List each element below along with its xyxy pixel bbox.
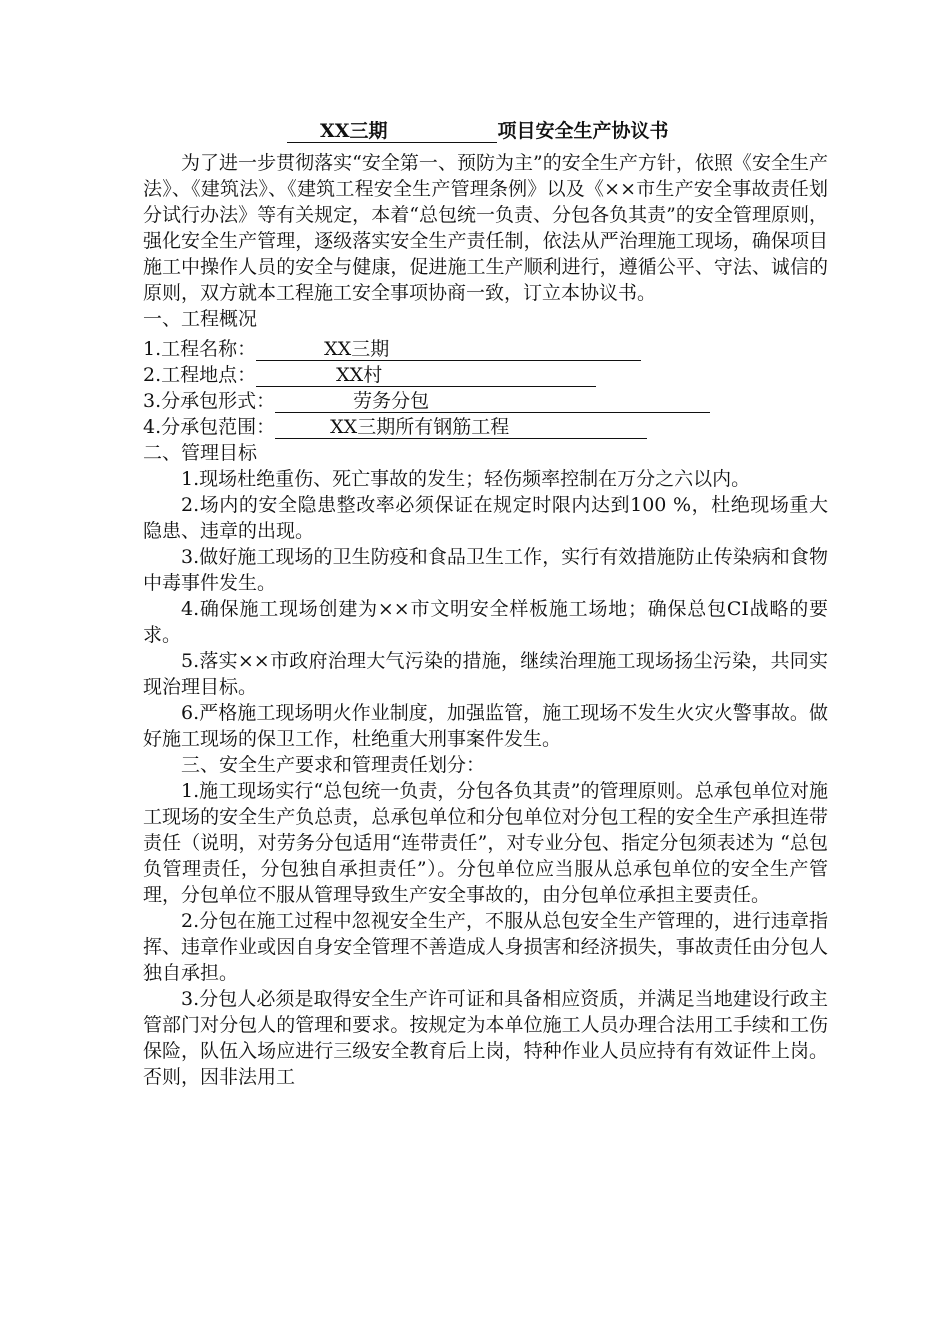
goal-item: 1.现场杜绝重伤、死亡事故的发生；轻伤频率控制在万分之六以内。 <box>181 468 751 490</box>
field-label: 4.分承包范围： <box>143 416 276 438</box>
section3-heading: 三、安全生产要求和管理责任划分： <box>181 754 486 776</box>
responsibility-item: 1.施工现场实行“总包统一负责，分包各负其责”的管理原则。总承包单位对施工现场的安全生产负总责，总承包单位和分包单位对分包工程的安全生产承担连带责任（说明，对劳务分包适用“连带责任”，对专业分包、指定分包须表述为 “总包负管理责任，分包独自承担责任”）。分包单位应当服从总承包单位的安全生产管理，分包单位不服从管理导致生产安全事故的，由分包单位承担主要责任。 <box>143 780 828 906</box>
field-label: 2.工程地点： <box>143 364 257 386</box>
goal-item: 2.场内的安全隐患整改率必须保证在规定时限内达到100 %，杜绝现场重大隐患、违章的出现。 <box>143 494 828 542</box>
section2-heading: 二、管理目标 <box>143 442 258 464</box>
field-label: 3.分承包形式： <box>143 390 276 412</box>
field-value: XX三期 <box>256 338 641 361</box>
section1-heading: 一、工程概况 <box>143 308 258 330</box>
field-value: 劳务分包 <box>275 390 710 413</box>
title-suffix: 项目安全生产协议书 <box>497 120 669 142</box>
field-subcontract-scope <box>143 414 828 440</box>
title-underline-blank <box>387 120 497 143</box>
field-value: XX村 <box>256 364 596 387</box>
title-project-name: XX三期 <box>287 120 387 143</box>
goal-item: 6.严格施工现场明火作业制度，加强监管，施工现场不发生火灾火警事故。做好施工现场的保卫工作，杜绝重大刑事案件发生。 <box>143 702 828 750</box>
field-label: 1.工程名称： <box>143 338 257 360</box>
intro-paragraph: 为了进一步贯彻落实“安全第一、预防为主”的安全生产方针，依照《安全生产法》、《建筑法》、《建筑工程安全生产管理条例》以及《××市生产安全事故责任划分试行办法》等有关规定，本着“总包统一负责、分包各负其责”的安全管理原则，强化安全生产管理，逐级落实安全生产责任制，依法从严治理施工现场，确保项目施工中操作人员的安全与健康，促进施工生产顺利进行，遵循公平、守法、诚信的原则，双方就本工程施工安全事项协商一致，订立本协议书。 <box>143 152 828 304</box>
responsibility-item: 3.分包人必须是取得安全生产许可证和具备相应资质，并满足当地建设行政主管部门对分包人的管理和要求。按规定为本单位施工人员办理合法用工手续和工伤保险，队伍入场应进行三级安全教育后上岗，特种作业人员应持有有效证件上岗。否则，因非法用工 <box>143 988 828 1088</box>
field-subcontract-form <box>143 388 828 414</box>
field-project-name <box>143 336 828 362</box>
goal-item: 3.做好施工现场的卫生防疫和食品卫生工作，实行有效措施防止传染病和食物中毒事件发生。 <box>143 546 828 594</box>
document-title <box>233 118 723 144</box>
goal-item: 5.落实××市政府治理大气污染的措施，继续治理施工现场扬尘污染，共同实现治理目标。 <box>143 650 828 698</box>
field-value: XX三期所有钢筋工程 <box>275 416 647 439</box>
field-project-location <box>143 362 828 388</box>
responsibility-item: 2.分包在施工过程中忽视安全生产，不服从总包安全生产管理的，进行违章指挥、违章作业或因自身安全管理不善造成人身损害和经济损失，事故责任由分包人独自承担。 <box>143 910 828 984</box>
goal-item: 4.确保施工现场创建为××市文明安全样板施工场地；确保总包CI战略的要求。 <box>143 598 828 646</box>
document-body <box>143 118 828 1090</box>
